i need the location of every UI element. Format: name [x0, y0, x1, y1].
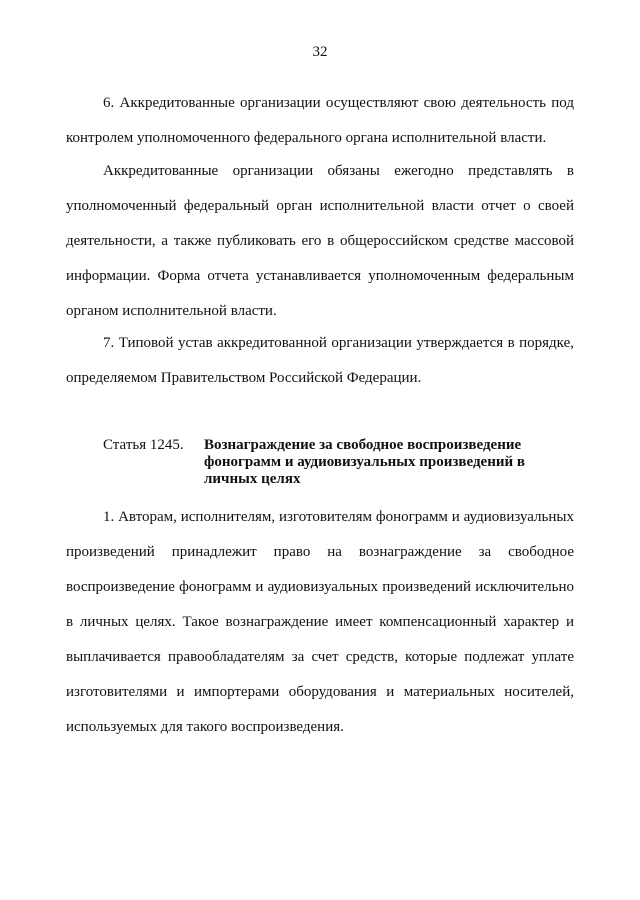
article-label: Статья 1245. [103, 437, 184, 453]
paragraph-6: 6. Аккредитованные организации осуществляют свою деятельность под контролем уполномоченного федерального органа исполнительной власти. [66, 95, 574, 146]
article-paragraph-1: 1. Авторам, исполнителям, изготовителям фонограмм и аудиовизуальных произведений принадлежит право на вознаграждение за свободное воспроизведение фонограмм и аудиовизуальных произведений исключительно в личных целях. Такое вознаграждение имеет компенсационный характер и выплачивается правообладателям за счет средств, которые подлежат уплате изготовителями и импортерами оборудования и материальных носителей, используемых для такого воспроизведения. [66, 509, 574, 735]
paragraph-7: 7. Типовой устав аккредитованной организации утверждается в порядке, определяемом Правительством Российской Федерации. [66, 335, 574, 386]
paragraph-6-continued: Аккредитованные организации обязаны ежегодно представлять в уполномоченный федеральный орган исполнительной власти отчет о своей деятельности, а также публиковать его в общероссийском средстве массовой информации. Форма отчета устанавливается уполномоченным федеральным органом исполнительной власти. [66, 163, 574, 319]
article-title: Вознаграждение за свободное воспроизведение фонограмм и аудиовизуальных произведений в личных целях [204, 437, 525, 487]
page-number: 32 [312, 44, 328, 60]
